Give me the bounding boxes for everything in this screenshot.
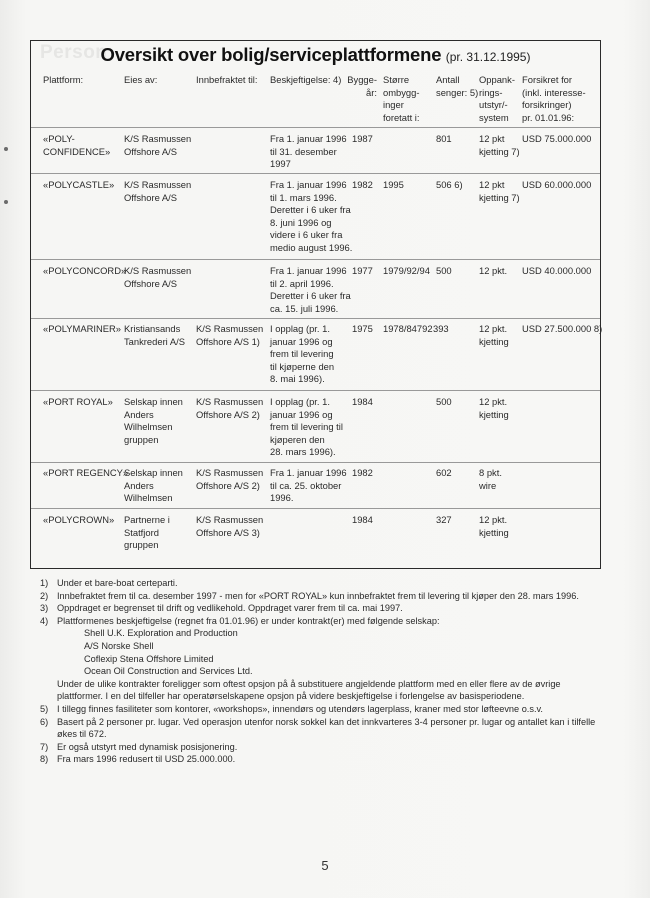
- cell-anchoring: 12 pkt. kjetting: [479, 396, 509, 420]
- cell-employment: Fra 1. januar 1996 til 2. april 1996. Deretter i 6 uker fra ca. 15. juli 1996.: [270, 265, 351, 314]
- cell-anchoring: 12 pkt. kjetting: [479, 514, 509, 538]
- footnotes: [40, 577, 600, 766]
- cell-owner: Selskap innen Anders Wilhelmsen: [124, 467, 183, 504]
- cell-owner: Selskap innen Anders Wilhelmsen gruppen: [124, 396, 183, 445]
- cell-chartered: K/S Rasmussen Offshore A/S 3): [196, 514, 264, 538]
- cell-insured: USD 60.000.000: [522, 179, 592, 190]
- footnote-text: Fra mars 1996 redusert til USD 25.000.000.: [57, 754, 236, 765]
- cell-built: 1982: [352, 467, 373, 478]
- cell-owner: K/S Rasmussen Offshore A/S: [124, 179, 192, 203]
- cell-platform: «PORT ROYAL»: [43, 396, 113, 407]
- cell-platform: «POLY- CONFIDENCE»: [43, 133, 111, 157]
- header-rebuilt: Større ombygg- inger foretatt i:: [383, 74, 420, 123]
- row-divider: [31, 318, 600, 319]
- cell-employment: Fra 1. januar 1996 til 1. mars 1996. Deretter i 6 uker fra 8. juni 1996 og videre i 6 uker fra medio august 1996.: [270, 179, 353, 253]
- cell-anchoring: 12 pkt.: [479, 265, 508, 276]
- footnote-text: Oppdraget er begrenset til drift og vedlikehold. Oppdraget varer frem til ca. mai 1997.: [57, 603, 403, 614]
- footnote-label: 2): [40, 590, 49, 601]
- cell-built: 1984: [352, 396, 373, 407]
- cell-insured: USD 75.000.000: [522, 133, 592, 144]
- cell-platform: «POLYCASTLE»: [43, 179, 115, 190]
- cell-rebuilt: 1978/84792: [383, 323, 433, 334]
- binding-mark: [4, 147, 8, 151]
- footnote-7: [40, 741, 600, 754]
- title-date: (pr. 31.12.1995): [445, 50, 531, 64]
- cell-platform: «PORT REGENCY»: [43, 467, 129, 478]
- row-divider: [31, 173, 600, 174]
- cell-owner: Kristiansands Tankrederi A/S: [124, 323, 185, 347]
- page-number: 5: [321, 858, 329, 873]
- background-bleed-through: Person: [40, 42, 108, 63]
- row-divider: [31, 259, 600, 260]
- cell-anchoring: 8 pkt. wire: [479, 467, 502, 491]
- cell-beds: 500: [436, 265, 452, 276]
- footnote-text: Basert på 2 personer pr. lugar. Ved operasjon utenfor norsk sokkel kan det innkvarteres 3-4 personer pr. lugar og antallet kan i tilfelle økes til 672.: [57, 716, 596, 740]
- header-employment: Beskjeftigelse: 4): [270, 74, 342, 85]
- footnote-label: 8): [40, 754, 49, 765]
- cell-rebuilt: 1995: [383, 179, 404, 190]
- cell-employment: Fra 1. januar 1996 til ca. 25. oktober 1996.: [270, 467, 347, 504]
- header-platform: Plattform:: [43, 74, 84, 85]
- row-divider: [31, 390, 600, 391]
- cell-beds: 393: [433, 323, 449, 334]
- company-item: A/S Norske Shell: [84, 640, 154, 651]
- footnote-4: [40, 615, 600, 628]
- header-chartered: Innbefraktet til:: [196, 74, 258, 85]
- company-item: Shell U.K. Exploration and Production: [84, 628, 238, 639]
- footnote-label: 1): [40, 578, 49, 588]
- company-item: Ocean Oil Construction and Services Ltd.: [84, 666, 253, 677]
- cell-beds: 602: [436, 467, 452, 478]
- cell-employment: I opplag (pr. 1. januar 1996 og frem til levering til kjøperen den 28. mars 1996).: [270, 396, 343, 458]
- header-beds: Antall senger: 5): [436, 74, 479, 98]
- page-title: [30, 44, 601, 66]
- header-anchoring: Oppank- rings- utstyr/- system: [479, 74, 515, 123]
- cell-owner: K/S Rasmussen Offshore A/S: [124, 265, 192, 289]
- cell-insured: USD 40.000.000: [522, 265, 592, 276]
- cell-rebuilt: 1979/92/94: [383, 265, 430, 276]
- header-built: Bygge- år:: [347, 74, 377, 98]
- row-divider: [31, 508, 600, 509]
- footnote-text: Plattformenes beskjeftigelse (regnet fra 01.01.96) er under kontrakt(er) med følgende selskap:: [57, 615, 440, 626]
- binding-mark: [4, 200, 8, 204]
- footnote-text: Innbefraktet frem til ca. desember 1997 - men for «PORT ROYAL» kun innbefraktet frem til levering til kjøper den 28. mars 1996.: [57, 590, 579, 601]
- cell-built: 1975: [352, 323, 373, 334]
- cell-platform: «POLYCONCORD»: [43, 265, 127, 276]
- cell-chartered: K/S Rasmussen Offshore A/S 2): [196, 467, 264, 491]
- footnote-text: Under et bare-boat certeparti.: [57, 578, 178, 588]
- footnote-label: 4): [40, 615, 49, 626]
- cell-built: 1987: [352, 133, 373, 144]
- cell-employment: Fra 1. januar 1996 til 31. desember 1997: [270, 133, 347, 170]
- footnote-text: Er også utstyrt med dynamisk posisjonering.: [57, 741, 238, 752]
- cell-owner: K/S Rasmussen Offshore A/S: [124, 133, 192, 157]
- footnote-3: [40, 602, 600, 615]
- cell-insured: USD 27.500.000 8): [522, 323, 603, 334]
- cell-anchoring: 12 pkt. kjetting: [479, 323, 509, 347]
- cell-built: 1982: [352, 179, 373, 190]
- cell-chartered: K/S Rasmussen Offshore A/S 2): [196, 396, 264, 420]
- row-divider: [31, 127, 600, 128]
- cell-anchoring: 12 pkt kjetting 7): [479, 179, 520, 203]
- footnote-6: [40, 716, 600, 741]
- row-divider: [31, 462, 600, 463]
- cell-anchoring: 12 pkt kjetting 7): [479, 133, 520, 157]
- header-insured: Forsikret for (inkl. interesse- forsikringer) pr. 01.01.96:: [522, 74, 586, 123]
- footnote-label: 7): [40, 741, 49, 752]
- footnote-text: I tillegg finnes fasiliteter som kontorer, «workshops», innendørs og utendørs lagerplass, kraner med stor løfteevne o.s.v.: [57, 703, 543, 714]
- header-owner: Eies av:: [124, 74, 158, 85]
- cell-built: 1977: [352, 265, 373, 276]
- footnote-label: 5): [40, 703, 49, 714]
- footnote-1: [40, 577, 600, 590]
- cell-beds: 506 6): [436, 179, 463, 190]
- title-main: Oversikt over bolig/serviceplattformene: [100, 44, 442, 65]
- company-item: Coflexip Stena Offshore Limited: [84, 653, 214, 664]
- cell-platform: «POLYMARINER»: [43, 323, 121, 334]
- cell-built: 1984: [352, 514, 373, 525]
- footnote-2: [40, 590, 600, 603]
- footnote-8: [40, 753, 600, 766]
- cell-platform: «POLYCROWN»: [43, 514, 115, 525]
- cell-employment: I opplag (pr. 1. januar 1996 og frem til levering til kjøperne den 8. mai 1996).: [270, 323, 335, 385]
- cell-owner: Partnerne i Statfjord gruppen: [124, 514, 170, 551]
- footnote-5: [40, 703, 600, 716]
- cell-beds: 327: [436, 514, 452, 525]
- cell-chartered: K/S Rasmussen Offshore A/S 1): [196, 323, 264, 347]
- cell-beds: 801: [436, 133, 452, 144]
- footnote-label: 3): [40, 603, 49, 614]
- cell-beds: 500: [436, 396, 452, 407]
- footnote-4-extra: Under de ulike kontrakter foreligger som oftest opsjon på å substituere angjeldende plattform med en eller flere av de øvrige plattformer. I en del tilfeller har operatørselskapene opsjon på videre beskjeftigelse i forlengelse av basisperiodene.: [57, 678, 561, 702]
- footnote-label: 6): [40, 716, 49, 727]
